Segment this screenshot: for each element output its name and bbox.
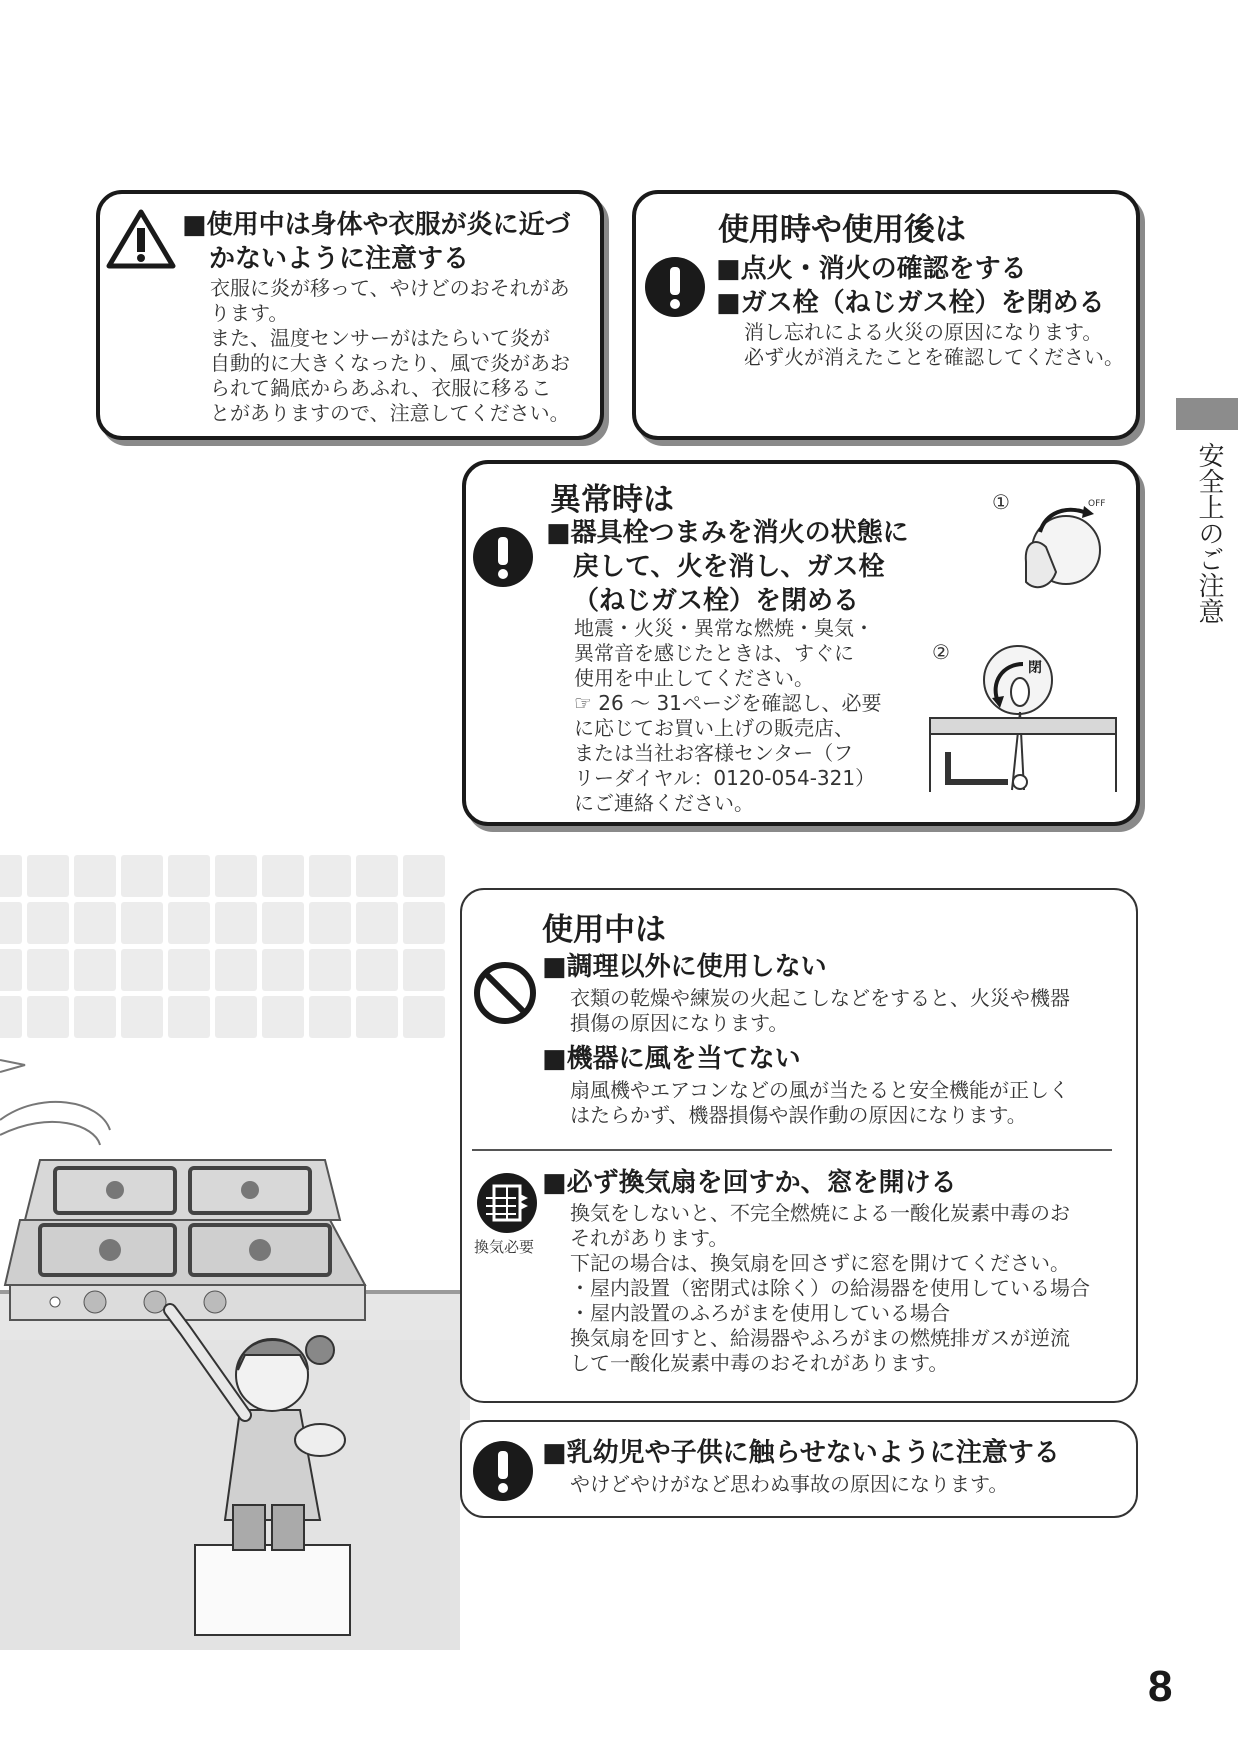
warning-body <box>210 276 570 426</box>
wall-tile <box>403 949 445 991</box>
emergency-body-line: 地震・火災・異常な燃焼・臭気・ <box>574 616 874 640</box>
in-use-section-heading: ■機器に風を当てない <box>542 1044 801 1074</box>
wall-tile <box>168 949 210 991</box>
in-use-body-line: はたらかず、機器損傷や誤作動の原因になります。 <box>570 1103 1027 1127</box>
wall-tile <box>309 996 351 1038</box>
emergency-heading-line: ■器具栓つまみを消火の状態に <box>546 518 909 548</box>
emergency-body-line: 異常音を感じたときは、すぐに <box>574 641 854 665</box>
wall-tile <box>121 996 163 1038</box>
cooktop-child-illustration <box>0 1050 470 1650</box>
wall-tile <box>356 949 398 991</box>
in-use-box <box>460 888 1138 1403</box>
valve-close-label: 閉 <box>1028 660 1042 676</box>
wall-tile <box>403 902 445 944</box>
in-use-body-line: 衣類の乾燥や練炭の火起こしなどをすると、火災や機器 <box>570 986 1070 1010</box>
child-warning-body <box>570 1472 1008 1497</box>
wall-tile <box>403 855 445 897</box>
warning-heading-line-2: かないように注意する <box>209 244 470 274</box>
body-clothes-warning-box <box>96 190 604 440</box>
in-use-section-body <box>570 1078 1069 1128</box>
section-tab-marker <box>1176 398 1238 430</box>
emergency-body <box>574 616 882 816</box>
wall-tile <box>215 949 257 991</box>
wall-tile <box>309 902 351 944</box>
knob-off-illustration <box>996 492 1116 602</box>
wall-tile <box>262 949 304 991</box>
in-use-section-heading: ■調理以外に使用しない <box>542 952 827 982</box>
after-use-item: ■ガス栓（ねじガス栓）を閉める <box>716 288 1105 318</box>
after-use-box <box>632 190 1140 440</box>
emergency-body-line: ☞ 26 ～ 31ページを確認し、必要 <box>574 691 882 715</box>
in-use-section-body <box>570 986 1070 1036</box>
exclamation-icon <box>472 526 534 588</box>
warning-body-line: また、温度センサーがはたらいて炎が <box>210 326 550 350</box>
in-use-body-line: ・屋内設置（密閉式は除く）の給湯器を使用している場合 <box>570 1276 1090 1300</box>
wall-tile <box>0 855 22 897</box>
wall-tile <box>27 902 69 944</box>
after-use-title: 使用時や使用後は <box>718 212 966 248</box>
in-use-body-line: 換気扇を回すと、給湯器やふろがまの燃焼排ガスが逆流 <box>570 1326 1070 1350</box>
wall-tile <box>262 996 304 1038</box>
warning-body-line: 自動的に大きくなったり、風で炎があお <box>210 351 570 375</box>
in-use-body-line: それがあります。 <box>570 1226 729 1250</box>
emergency-heading <box>546 516 909 618</box>
wall-tile <box>0 996 22 1038</box>
emergency-body-line: に応じてお買い上げの販売店、 <box>574 716 854 740</box>
wall-tile <box>74 855 116 897</box>
exclamation-icon <box>644 256 706 318</box>
in-use-body-line: 損傷の原因になります。 <box>570 1011 789 1035</box>
wall-tile <box>74 949 116 991</box>
wall-tile <box>121 855 163 897</box>
emergency-title: 異常時は <box>550 482 674 518</box>
in-use-body-line: 換気をしないと、不完全燃焼による一酸化炭素中毒のお <box>570 1201 1070 1225</box>
emergency-body-line: または当社お客様センター（フ <box>574 741 854 765</box>
in-use-body-line: 扇風機やエアコンなどの風が当たると安全機能が正しく <box>570 1078 1069 1102</box>
prohibition-icon <box>472 960 538 1026</box>
emergency-body-line: にご連絡ください。 <box>574 791 754 815</box>
wall-tile <box>356 996 398 1038</box>
wall-tile <box>215 902 257 944</box>
wall-tile <box>121 902 163 944</box>
wall-tile <box>262 855 304 897</box>
page-number: 8 <box>1148 1662 1173 1711</box>
ventilation-label: 換気必要 <box>474 1238 535 1256</box>
wall-tile <box>27 855 69 897</box>
wall-tile <box>121 949 163 991</box>
wall-tile <box>168 996 210 1038</box>
after-use-items <box>716 252 1105 320</box>
warning-body-line: られて鍋底からあふれ、衣服に移るこ <box>210 376 552 400</box>
wall-tile <box>262 902 304 944</box>
section-divider <box>472 1149 1112 1151</box>
wall-tile <box>27 949 69 991</box>
ventilation-icon <box>476 1172 538 1234</box>
emergency-box <box>462 460 1140 826</box>
in-use-title: 使用中は <box>542 912 666 948</box>
after-use-body-line: 消し忘れによる火災の原因になります。 <box>744 320 1103 344</box>
after-use-item: ■点火・消火の確認をする <box>716 254 1027 284</box>
wall-tile <box>74 902 116 944</box>
child-warning-body-line: やけどやけがなど思わぬ事故の原因になります。 <box>570 1472 1009 1496</box>
exclamation-icon <box>472 1440 534 1502</box>
in-use-section-body <box>570 1201 1090 1376</box>
child-warning-box <box>460 1420 1138 1518</box>
emergency-body-line: リーダイヤル：0120-054-321） <box>574 766 876 790</box>
after-use-body-line: 必ず火が消えたことを確認してください。 <box>744 345 1124 369</box>
in-use-body-line: ・屋内設置のふろがまを使用している場合 <box>570 1301 950 1325</box>
child-warning-heading: ■乳幼児や子供に触らせないように注意する <box>542 1438 1060 1468</box>
wall-tile <box>168 902 210 944</box>
warning-body-line: とがありますので、注意してください。 <box>210 401 570 425</box>
after-use-body <box>744 320 1124 370</box>
emergency-heading-line: （ねじガス栓）を閉める <box>573 586 860 616</box>
gas-valve-close-illustration <box>928 642 1118 802</box>
wall-tile <box>309 949 351 991</box>
emergency-body-line: 使用を中止してください。 <box>574 666 814 690</box>
in-use-body-line: 下記の場合は、換気扇を回さずに窓を開けてください。 <box>570 1251 1070 1275</box>
section-tab-label: 安全上のご注意 <box>1194 442 1224 624</box>
knob-off-label: OFF <box>1088 499 1106 509</box>
warning-body-line: ります。 <box>210 301 289 325</box>
step-1-label: ① <box>992 490 1010 514</box>
emergency-heading-line: 戻して、火を消し、ガス栓 <box>573 552 885 582</box>
wall-tile <box>168 855 210 897</box>
wall-tile <box>215 855 257 897</box>
wall-tile <box>27 996 69 1038</box>
in-use-body-line: して一酸化炭素中毒のおそれがあります。 <box>570 1351 949 1375</box>
wall-tile <box>215 996 257 1038</box>
warning-heading-line-1: ■使用中は身体や衣服が炎に近づ <box>182 210 571 240</box>
warning-body-line: 衣服に炎が移って、やけどのおそれがあ <box>210 276 570 300</box>
warning-triangle-icon <box>106 208 176 270</box>
warning-heading <box>182 208 571 276</box>
wall-tile <box>356 855 398 897</box>
wall-tile <box>74 996 116 1038</box>
wall-tile <box>403 996 445 1038</box>
wall-tile <box>0 902 22 944</box>
wall-tile <box>356 902 398 944</box>
wall-tile <box>0 949 22 991</box>
in-use-section-heading: ■必ず換気扇を回すか、窓を開ける <box>542 1168 957 1198</box>
wall-tile <box>309 855 351 897</box>
step-2-label: ② <box>932 640 950 664</box>
